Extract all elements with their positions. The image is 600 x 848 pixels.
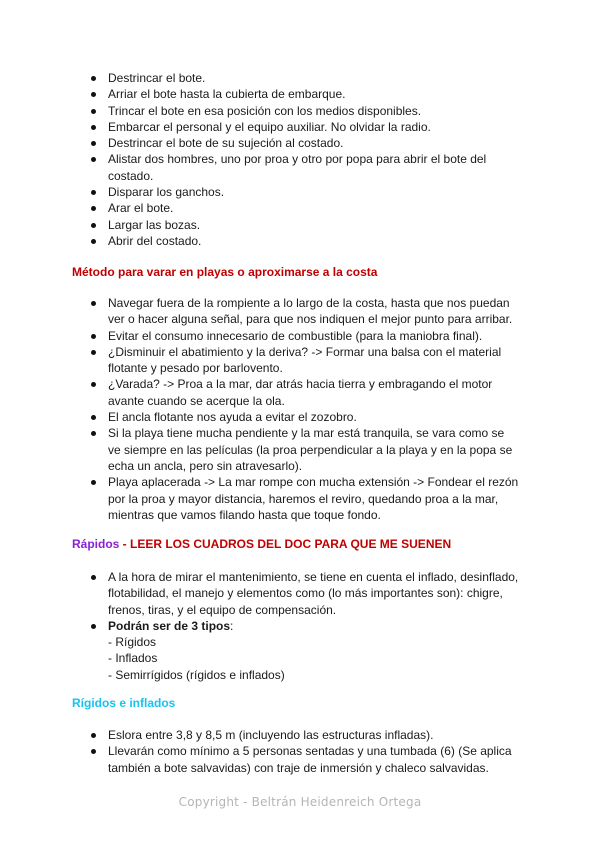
list-item: Destrincar el bote de su sujeción al costado. bbox=[88, 135, 520, 151]
list-item: Eslora entre 3,8 y 8,5 m (incluyendo las estructuras infladas). bbox=[88, 727, 520, 743]
list-item: Si la playa tiene mucha pendiente y la mar está tranquila, se vara como se ve siempre en las películas (la proa perpendicular a la playa y en la popa se echa un ancla, pero sin atravesarlo). bbox=[88, 425, 520, 474]
list-item: Navegar fuera de la rompiente a lo largo de la costa, hasta que nos puedan ver o hacer alguna señal, para que nos indiquen el mejor punto para arribar. bbox=[88, 295, 520, 328]
section-heading-rigidos: Rígidos e inflados bbox=[72, 696, 176, 710]
list-item: Llevarán como mínimo a 5 personas sentadas y una tumbada (6) (Se aplica también a bote salvavidas) con traje de inmersión y chaleco salvavidas. bbox=[88, 743, 520, 776]
list-item: Evitar el consumo innecesario de combustible (para la maniobra final). bbox=[88, 328, 520, 344]
sub-item: - Rígidos bbox=[108, 635, 157, 650]
list-item: Trincar el bote en esa posición con los medios disponibles. bbox=[88, 103, 520, 119]
bullet-list-rapidos bbox=[88, 569, 520, 683]
list-item: ¿Disminuir el abatimiento y la deriva? -> Formar una balsa con el material flotante y pesado por barlovento. bbox=[88, 344, 520, 377]
list-item: ¿Varada? -> Proa a la mar, dar atrás hacia tierra y embragando el motor avante cuando se acerque la ola. bbox=[88, 376, 520, 409]
list-item: Playa aplacerada -> La mar rompe con mucha extensión -> Fondear el rezón por la proa y mayor distancia, haremos el reviro, quedando proa a la mar, mientras que vamos filando hasta que toque fondo. bbox=[88, 474, 520, 523]
sub-item: - Semirrígidos (rígidos e inflados) bbox=[108, 667, 285, 682]
list-item: Embarcar el personal y el equipo auxiliar. No olvidar la radio. bbox=[88, 119, 520, 135]
section-heading-varar: Método para varar en playas o aproximarse a la costa bbox=[72, 265, 378, 279]
list-item: Destrincar el bote. bbox=[88, 70, 520, 86]
list-item: Alistar dos hombres, uno por proa y otro por popa para abrir el bote del costado. bbox=[88, 151, 520, 184]
list-item bbox=[88, 618, 520, 683]
types-colon: : bbox=[230, 618, 234, 633]
list-item: Abrir del costado. bbox=[88, 233, 520, 249]
bullet-list-rigidos bbox=[88, 727, 520, 776]
bullet-list-launch-steps bbox=[88, 70, 520, 249]
heading-title-rapidos: Rápidos bbox=[72, 537, 120, 551]
list-item: Disparar los ganchos. bbox=[88, 184, 520, 200]
list-item: El ancla flotante nos ayuda a evitar el zozobro. bbox=[88, 409, 520, 425]
list-item: Arar el bote. bbox=[88, 200, 520, 216]
types-label: Podrán ser de 3 tipos bbox=[108, 618, 231, 633]
list-item: Arriar el bote hasta la cubierta de embarque. bbox=[88, 86, 520, 102]
list-item: Largar las bozas. bbox=[88, 217, 520, 233]
list-item: A la hora de mirar el mantenimiento, se tiene en cuenta el inflado, desinflado, flotabilidad, el manejo y elementos como (lo más importantes son): chigre, frenos, tiras, y el equipo de compensación. bbox=[88, 569, 520, 618]
section-heading-rapidos bbox=[72, 536, 451, 552]
bullet-list-varar bbox=[88, 295, 520, 523]
heading-note: - LEER LOS CUADROS DEL DOC PARA QUE ME SUENEN bbox=[119, 537, 452, 551]
sub-item: - Inflados bbox=[108, 651, 158, 666]
copyright-footer: Copyright - Beltrán Heidenreich Ortega bbox=[178, 795, 422, 809]
